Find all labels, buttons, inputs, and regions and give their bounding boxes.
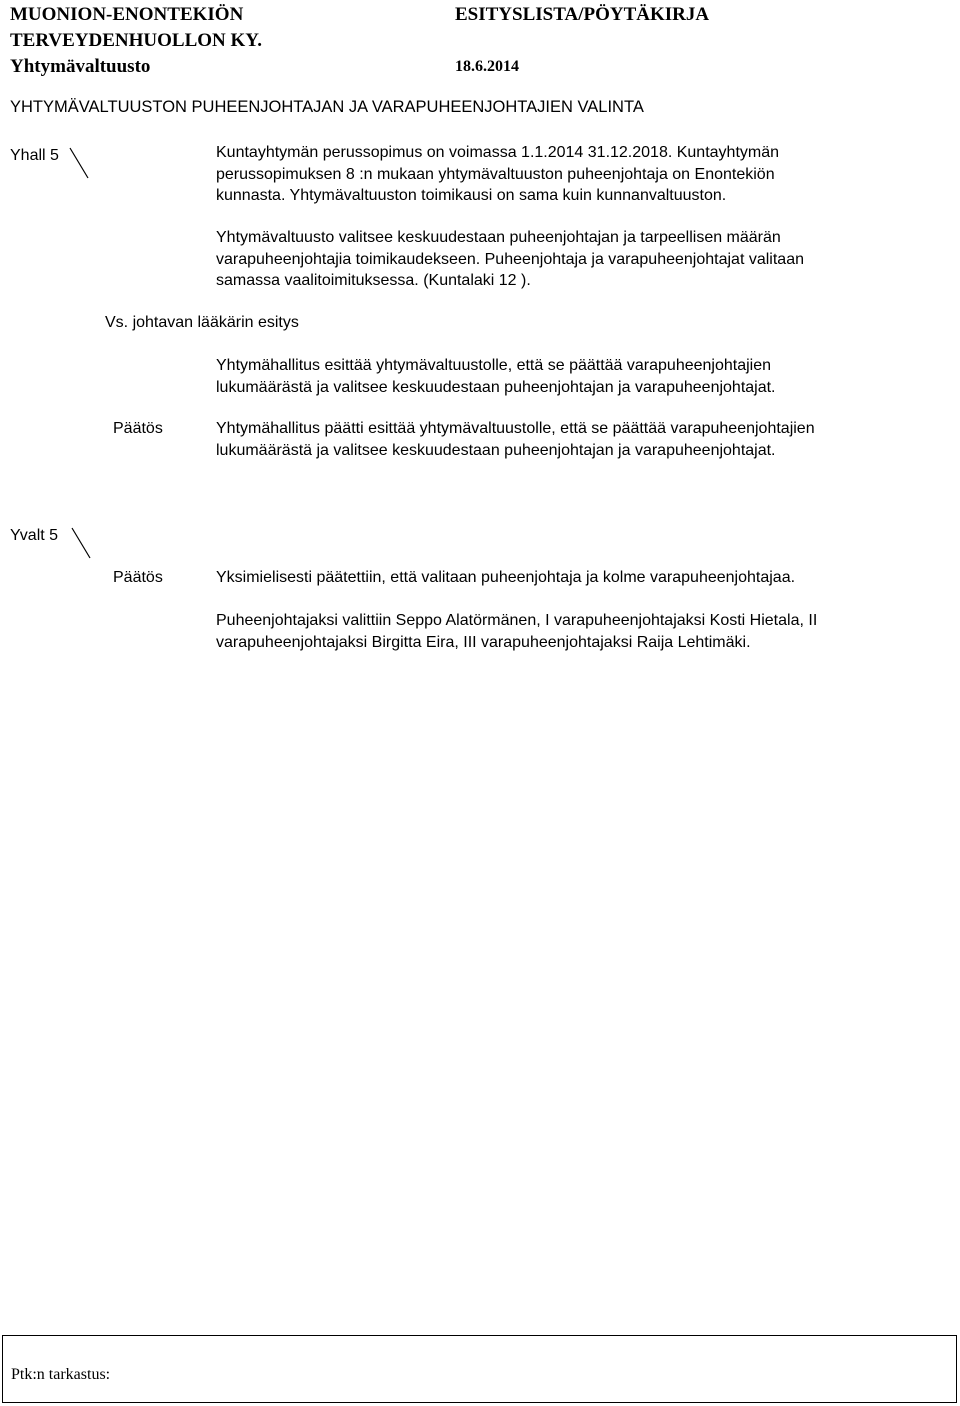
text-line: kunnasta. Yhtymävaltuuston toimikausi on sama kuin kunnanvaltuuston. [216,187,727,204]
text-line: Yhtymähallitus esittää yhtymävaltuustolle, että se päättää varapuheenjohtajien [216,357,772,374]
proposer-label: Vs. johtavan lääkärin esitys [105,314,299,331]
yhall-law-paragraph [216,227,926,292]
minutes-check-box [2,1335,957,1403]
yvalt-label: Yvalt 5 [10,527,59,544]
proposal-paragraph [216,355,926,398]
section-mark-icon [68,526,94,560]
text-line: Yhtymävaltuusto valitsee keskuudestaan puheenjohtajan ja tarpeellisen määrän [216,229,781,246]
yvalt-decision-label: Päätös [113,569,163,586]
minutes-check-label: Ptk:n tarkastus: [11,1366,111,1383]
yhall-decision-label: Päätös [113,420,163,437]
yhall-background-paragraph [216,142,926,207]
text-line: perussopimuksen 8 :n mukaan yhtymävaltuuston puheenjohtaja on Enontekiön [216,165,775,183]
text-line: Yksimielisesti päätettiin, että valitaan puheenjohtaja ja kolme varapuheenjohtajaa. [216,569,796,586]
text-line: Yhtymähallitus päätti esittää yhtymävaltuustolle, että se päättää varapuheenjohtajien [216,420,815,437]
elected-paragraph [216,610,926,653]
text-line: varapuheenjohtajia toimikaudekseen. Puheenjohtaja ja varapuheenjohtajat valitaan [216,250,804,268]
org-name-line2: TERVEYDENHUOLLON KY. [10,30,263,51]
section-mark-icon [66,146,92,180]
text-line: lukumäärästä ja valitsee keskuudestaan puheenjohtajan ja varapuheenjohtajat. [216,378,776,396]
yhall-decision-paragraph [216,418,926,461]
section-title: YHTYMÄVALTUUSTON PUHEENJOHTAJAN JA VARAPUHEENJOHTAJIEN VALINTA [10,98,644,116]
text-line: Kuntayhtymän perussopimus on voimassa 1.1.2014 31.12.2018. Kuntayhtymän [216,144,780,161]
text-line: samassa vaalitoimituksessa. (Kuntalaki 12 ). [216,272,531,289]
doc-type: ESITYSLISTA/PÖYTÄKIRJA [455,4,710,25]
yhall-label: Yhall 5 [10,147,59,164]
org-name-line1: MUONION-ENONTEKIÖN [10,4,244,25]
text-line: varapuheenjohtajaksi Birgitta Eira, III varapuheenjohtajaksi Raija Lehtimäki. [216,633,751,651]
yvalt-decision-paragraph [216,567,926,589]
meeting-date: 18.6.2014 [455,58,519,75]
text-line: lukumäärästä ja valitsee keskuudestaan puheenjohtajan ja varapuheenjohtajat. [216,441,776,459]
text-line: Puheenjohtajaksi valittiin Seppo Alatörmänen, I varapuheenjohtajaksi Kosti Hietala, II [216,612,818,629]
body-name: Yhtymävaltuusto [10,56,151,77]
